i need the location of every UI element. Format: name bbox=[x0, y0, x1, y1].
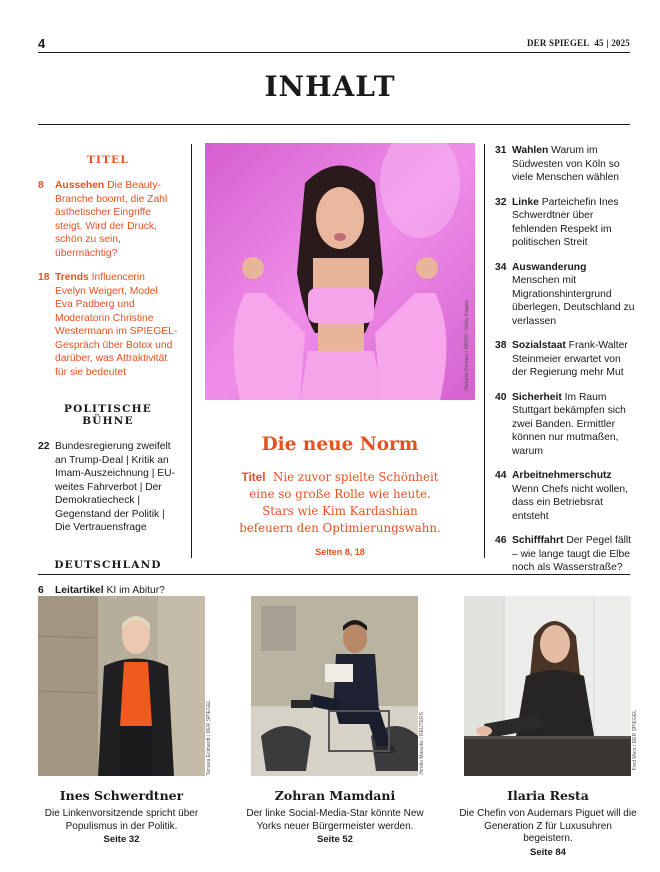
toc-entry[interactable]: 6 Leitartikel KI im Abitur? bbox=[38, 584, 165, 596]
portrait-photo-man-seated-icon bbox=[251, 596, 418, 776]
person-photo-credit: Hiroko Masuike / REUTERS bbox=[419, 712, 425, 775]
header-rule bbox=[38, 52, 630, 53]
person-description: Die Linkenvorsitzende spricht über Populismus in der Politik. bbox=[44, 808, 199, 832]
title-rule bbox=[38, 124, 630, 125]
cover-lede bbox=[235, 469, 445, 537]
right-column bbox=[495, 144, 635, 660]
cover-lede-text: Nie zuvor spielte Schönheit eine so große Rolle wie heute. Stars wie Kim Kardashian befeuern den Optimierungswahn. bbox=[239, 470, 441, 535]
toc-entry[interactable]: 38 Sozialstaat Frank-Walter Steinmeier erwartet von der Regierung mehr Mut bbox=[495, 340, 628, 378]
person-card[interactable] bbox=[458, 788, 638, 858]
toc-entry[interactable]: 44 Arbeitnehmerschutz Wenn Chefs nicht wollen, dass ein Betriebsrat entsteht bbox=[495, 470, 628, 522]
section-head-deutschland: DEUTSCHLAND bbox=[54, 558, 162, 571]
portrait-photo-woman-desk-icon bbox=[464, 596, 631, 776]
cover-photo[interactable] bbox=[205, 143, 475, 400]
section-rule bbox=[38, 574, 630, 575]
toc-entry[interactable]: 34 Auswanderung Menschen mit Migrationshintergrund überlegen, Deutschland zu verlassen bbox=[495, 261, 635, 327]
column-divider-right bbox=[484, 144, 485, 558]
section-head-politische-buehne: POLITISCHE BÜHNE bbox=[64, 403, 152, 427]
toc-entry[interactable]: 22 Bundesregierung zweifelt an Trump-Deal | Kritik an Imam-Auszeichnung | EU-weites Fahrverbot | Der Demokratiecheck | Gegenstand der Politik | Die Vertrauensfrage bbox=[38, 441, 175, 533]
masthead: DER SPIEGEL 45 | 2025 bbox=[526, 38, 630, 48]
cover-photo-credit: Stefanie Keenan / SKIMS / Getty Images bbox=[464, 300, 470, 391]
person-photo-credit: Fred Merz / DER SPIEGEL bbox=[632, 710, 638, 771]
person-description: Die Chefin von Audemars Piguet will die Generation Z für Luxusuhren begeistern. bbox=[459, 808, 637, 844]
person-page: Seite 52 bbox=[317, 834, 353, 845]
person-photo-zohran-mamdani[interactable] bbox=[251, 596, 418, 776]
cover-photo-portrait-icon bbox=[205, 143, 475, 400]
cover-headline[interactable]: Die neue Norm bbox=[261, 434, 419, 455]
issue-year: 2025 bbox=[611, 38, 630, 48]
person-page: Seite 32 bbox=[103, 834, 140, 845]
portrait-photo-woman-orange-icon bbox=[38, 596, 205, 776]
cover-pages[interactable]: Seiten 8, 18 bbox=[315, 547, 365, 557]
person-name: Ilaria Resta bbox=[507, 788, 589, 803]
section-head-titel: TITEL bbox=[87, 154, 129, 166]
toc-entry[interactable]: 8 Aussehen Die Beauty-Branche boomt, die Zahl ästhetischer Eingriffe steigt. Wird der Druck, schön zu sein, übermächtig? bbox=[38, 180, 168, 259]
magazine-name: DER SPIEGEL bbox=[526, 38, 590, 48]
column-divider-left bbox=[191, 144, 192, 558]
cover-lede-label: Titel bbox=[241, 470, 266, 484]
person-page: Seite 84 bbox=[530, 846, 566, 858]
issue-number: 45 bbox=[594, 38, 604, 48]
person-name: Zohran Mamdani bbox=[274, 788, 396, 803]
person-card[interactable] bbox=[38, 788, 205, 845]
toc-entry[interactable]: 46 Schifffahrt Der Pegel fällt – wie lange taugt die Elbe noch als Wasserstraße? bbox=[495, 535, 632, 573]
toc-entry[interactable]: 31 Wahlen Warum im Südwesten von Köln so viele Menschen wählen bbox=[495, 145, 620, 183]
page-number: 4 bbox=[38, 36, 46, 51]
left-column bbox=[38, 154, 178, 662]
person-card[interactable] bbox=[245, 788, 425, 845]
person-name: Ines Schwerdtner bbox=[59, 788, 184, 803]
person-photo-ines-schwerdtner[interactable] bbox=[38, 596, 205, 776]
toc-entry[interactable]: 40 Sicherheit Im Raum Stuttgart bekämpfen sich zwei Banden. Ermittler können nur mutmaßen, warum bbox=[495, 391, 626, 457]
person-photo-credit: Tamara Eckhardt / DER SPIEGEL bbox=[206, 700, 212, 776]
toc-entry[interactable]: 18 Trends Influencerin Evelyn Weigert, Model Eva Padberg und Moderatorin Christine Westermann im SPIEGEL-Gespräch über Botox und darüber, was Attraktivität für sie bedeutet bbox=[38, 272, 178, 378]
page-title: INHALT bbox=[264, 70, 396, 103]
person-photo-ilaria-resta[interactable] bbox=[464, 596, 631, 776]
person-description: Der linke Social-Media-Star könnte New Yorks neuer Bürgermeister werden. bbox=[246, 808, 424, 832]
toc-entry[interactable]: 32 Linke Parteichefin Ines Schwerdtner über fehlenden Respekt im politischen Streit bbox=[495, 196, 619, 248]
